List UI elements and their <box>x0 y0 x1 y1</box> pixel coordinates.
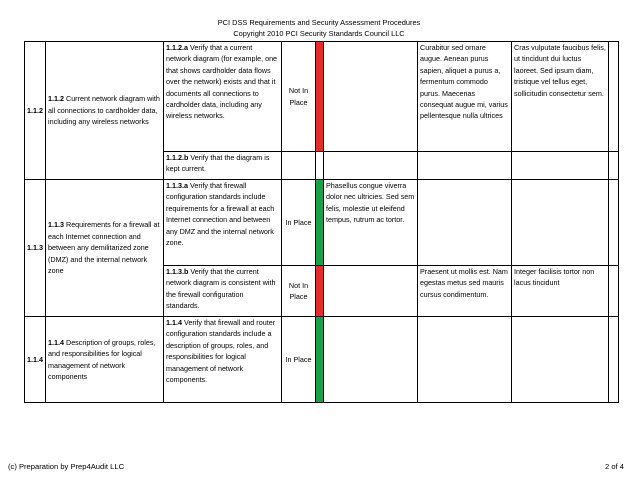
status-color-indicator <box>316 152 324 180</box>
status-color-indicator <box>316 42 324 152</box>
extra-cell <box>609 180 619 266</box>
procedure-number: 1.1.2.a <box>166 43 188 52</box>
document-title: PCI DSS Requirements and Security Assessment Procedures <box>217 18 421 27</box>
procedure-text: Verify that a current network diagram (for example, one that shows cardholder data flows over the network) exists and that it documents all connections to cardholder data, including any wireless networks. <box>166 43 278 121</box>
requirement-number: 1.1.3 <box>48 220 64 230</box>
page-number: 2 of 4 <box>605 462 624 471</box>
status-cell: Not In Place <box>282 266 316 317</box>
status-cell: In Place <box>282 317 316 403</box>
requirement-number: 1.1.4 <box>48 337 64 347</box>
requirement-number: 1.1.2 <box>48 94 64 104</box>
procedure-number: 1.1.3.b <box>166 267 189 276</box>
procedure-text: Verify that the diagram is kept current. <box>166 153 270 174</box>
comments-cell <box>512 317 609 403</box>
status-cell: In Place <box>282 180 316 266</box>
procedure-description <box>164 152 282 180</box>
comments-cell: Integer facilisis tortor non lacus tincidunt <box>512 266 609 317</box>
notes-cell <box>324 266 418 317</box>
notes-cell <box>324 317 418 403</box>
status-cell <box>282 152 316 180</box>
procedure-text: Verify that firewall configuration standards include requirements for a firewall at each Internet connection and between any DMZ and the internal network zone. <box>166 181 275 248</box>
table-row <box>25 317 619 403</box>
comments-cell <box>512 180 609 266</box>
comments-cell: Cras vulputate faucibus felis, ut tincidunt dui luctus laoreet. Sed ipsum diam, tristique vel tellus eget, sollicitudin consectetur sem. <box>512 42 609 152</box>
remediation-cell <box>418 152 512 180</box>
remediation-cell: Praesent ut mollis est. Nam egestas metus sed mauris cursus condimentum. <box>418 266 512 317</box>
notes-cell <box>324 42 418 152</box>
copyright-line: Copyright 2010 PCI Security Standards Council LLC <box>233 29 405 38</box>
table-row <box>25 180 619 266</box>
footer-preparer: (c) Preparation by Prep4Audit LLC <box>8 462 125 471</box>
requirements-table <box>24 41 619 403</box>
section-number: 1.1.4 <box>25 317 46 403</box>
remediation-cell <box>418 317 512 403</box>
procedure-description <box>164 180 282 266</box>
procedure-text: Verify that firewall and router configuration standards include a description of groups, roles, and responsibilities for logical management of network components. <box>166 318 276 385</box>
extra-cell <box>609 152 619 180</box>
procedure-number: 1.1.4 <box>166 318 182 327</box>
page-header <box>0 17 638 39</box>
notes-cell <box>324 152 418 180</box>
requirement-description <box>46 42 164 180</box>
requirement-description <box>46 317 164 403</box>
requirement-description <box>46 180 164 317</box>
extra-cell <box>609 42 619 152</box>
procedure-description <box>164 266 282 317</box>
status-cell: Not In Place <box>282 42 316 152</box>
status-color-indicator <box>316 317 324 403</box>
extra-cell <box>609 266 619 317</box>
procedure-description <box>164 317 282 403</box>
procedure-number: 1.1.3.a <box>166 181 188 190</box>
status-color-indicator <box>316 266 324 317</box>
procedure-description <box>164 42 282 152</box>
remediation-cell <box>418 180 512 266</box>
notes-cell: Phasellus congue viverra dolor nec ultricies. Sed sem felis, molestie ut eleifend tempus, rutrum ac tortor. <box>324 180 418 266</box>
extra-cell <box>609 317 619 403</box>
section-number: 1.1.2 <box>25 42 46 180</box>
remediation-cell: Curabitur sed ornare augue. Aenean purus sapien, aliquet a purus a, fermentum commodo purus. Maecenas consequat augue mi, varius pellentesque nulla ultrices <box>418 42 512 152</box>
requirement-text: Requirements for a firewall at each Internet connection and between any demilitarized zone (DMZ) and the internal network zone <box>48 220 160 276</box>
requirement-text: Current network diagram with all connections to cardholder data, including any wireless networks <box>48 94 160 127</box>
procedure-number: 1.1.2.b <box>166 153 189 162</box>
procedure-text: Verify that the current network diagram is consistent with the firewall configuration standards. <box>166 267 276 311</box>
status-color-indicator <box>316 180 324 266</box>
requirement-text: Description of groups, roles, and responsibilities for logical management of network components <box>48 337 156 381</box>
section-number: 1.1.3 <box>25 180 46 317</box>
table-row <box>25 42 619 152</box>
comments-cell <box>512 152 609 180</box>
